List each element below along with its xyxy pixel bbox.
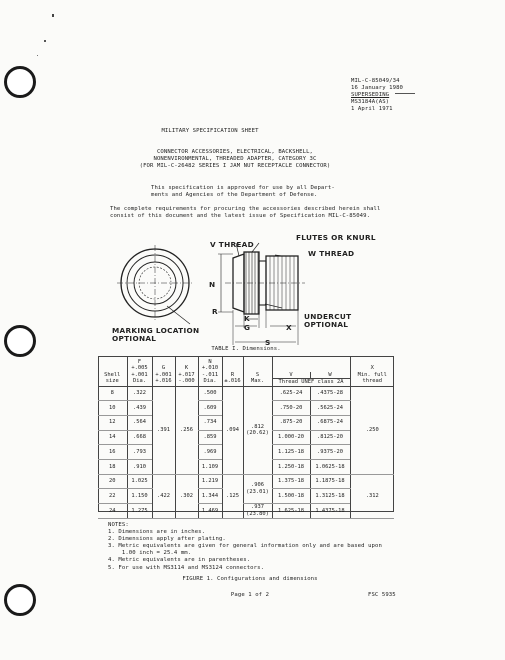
header-g: G +.001 +.016 — [152, 356, 175, 386]
title-line-2: NONENVIRONMENTAL, THREADED ADAPTER, CATEGORY 3C — [153, 156, 317, 162]
cell-n: .500 — [198, 386, 222, 401]
header-r: R ±.016 — [222, 356, 243, 386]
cell-v: 1.500-18 — [272, 489, 310, 504]
notes-block — [108, 522, 382, 572]
k-dim-label: K — [244, 314, 250, 323]
table-caption: TABLE I. Dimensions. — [211, 346, 281, 352]
cell-n: .734 — [198, 415, 222, 430]
cell-f: 1.025 — [127, 474, 152, 489]
title-line-1: CONNECTOR ACCESSORIES, ELECTRICAL, BACKSHELL, — [156, 149, 314, 155]
doc-number: MIL-C-85049/34 — [351, 78, 400, 84]
header-vw-sub: Thread UNEF class 2A — [278, 379, 344, 385]
cell-shell: 14 — [98, 430, 127, 445]
marking-optional-label: OPTIONAL — [112, 334, 157, 343]
cell-k-group-b: .302 — [175, 474, 198, 518]
cell-shell: 12 — [98, 415, 127, 430]
cell-n: 1.469 — [198, 504, 222, 519]
cell-g-group-b: .422 — [152, 474, 175, 518]
approval-line-1: This specification is approved for use by all Depart- — [151, 185, 335, 191]
table-row — [98, 474, 394, 489]
header-w: W — [328, 371, 332, 378]
x-dim-label: X — [286, 323, 292, 332]
cell-shell: 8 — [98, 386, 127, 401]
approval-line-2: ments and Agencies of the Department of Defense. — [151, 192, 318, 198]
header-s: S Max. — [243, 356, 272, 386]
cell-v: 1.375-18 — [272, 474, 310, 489]
cell-w: .4375-28 — [310, 386, 350, 401]
n-dim-label: N — [209, 280, 216, 289]
cell-n: .859 — [198, 430, 222, 445]
cell-s-group-c: .937 (23.80) — [243, 504, 272, 519]
binder-hole-middle — [4, 325, 36, 357]
g-dim-label: G — [244, 323, 251, 332]
requirements-line-1: The complete requirements for procuring the accessories described herein shall — [110, 206, 381, 212]
cell-v: .875-20 — [272, 415, 310, 430]
v-thread-label: V THREAD — [210, 240, 254, 249]
header-shell: Shell size — [98, 356, 127, 386]
cell-v: 1.125-18 — [272, 445, 310, 460]
header-vw — [272, 356, 350, 386]
binder-hole-top — [4, 66, 36, 98]
binder-hole-bottom — [4, 584, 36, 616]
cell-f: 1.275 — [127, 504, 152, 519]
table-row — [98, 504, 394, 519]
cell-r-group-b: .125 — [222, 474, 243, 518]
cell-n: 1.219 — [198, 474, 222, 489]
fsc-code: FSC 5935 — [368, 592, 396, 598]
cell-n: 1.344 — [198, 489, 222, 504]
flutes-label: FLUTES OR KNURL — [296, 233, 376, 242]
marking-location-label: MARKING LOCATION — [112, 326, 200, 335]
cell-v: 1.625-18 — [272, 504, 310, 519]
cell-f: 1.150 — [127, 489, 152, 504]
header-k: K +.017 -.000 — [175, 356, 198, 386]
note-item: 5. For use with MS3114 and MS3124 connectors. — [108, 564, 265, 571]
cell-s-group-a: .812 (20.62) — [243, 386, 272, 474]
header-v: V — [273, 372, 311, 379]
note-item: 1. Dimensions are in inches. — [108, 529, 206, 536]
header-rule — [395, 93, 415, 94]
cell-f: .439 — [127, 401, 152, 416]
cell-s-group-b: .906 (23.01) — [243, 474, 272, 503]
title-line-3: (FOR MIL-C-26482 SERIES I JAM NUT RECEPTACLE CONNECTOR) — [139, 163, 331, 169]
header-n: N +.010 -.011 Dia. — [198, 356, 222, 386]
cell-shell: 18 — [98, 459, 127, 474]
cell-f: .564 — [127, 415, 152, 430]
cell-r-group-a: .094 — [222, 386, 243, 474]
scan-speck — [52, 14, 54, 17]
scan-speck — [44, 40, 46, 42]
cell-shell: 22 — [98, 489, 127, 504]
cell-g-group-a: .391 — [152, 386, 175, 474]
cell-w: 1.4375-18 — [310, 504, 350, 519]
cell-n: 1.109 — [198, 459, 222, 474]
cell-v: .625-24 — [272, 386, 310, 401]
scan-speck — [37, 55, 38, 56]
superseded-date: 1 April 1971 — [351, 106, 393, 112]
note-item: 4. Metric equivalents are in parentheses. — [108, 557, 251, 564]
cell-v: .750-20 — [272, 401, 310, 416]
supersedes-label: SUPERSEDING — [351, 92, 390, 98]
cell-n: .969 — [198, 445, 222, 460]
dimensions-table — [98, 356, 394, 519]
undercut-optional-label: OPTIONAL — [304, 320, 349, 329]
cell-x-group-b: .312 — [350, 474, 394, 518]
w-thread-label: W THREAD — [308, 249, 355, 258]
cell-shell: 24 — [98, 504, 127, 519]
note-item: 1.00 inch = 25.4 mm. — [108, 550, 192, 557]
cell-w: .8125-20 — [310, 430, 350, 445]
cell-w: .9375-20 — [310, 445, 350, 460]
cell-w: .5625-24 — [310, 401, 350, 416]
cell-k-group-a: .256 — [175, 386, 198, 474]
cell-x-group-a: .250 — [350, 386, 394, 474]
doc-date: 16 January 1980 — [351, 85, 404, 91]
cell-n: .609 — [198, 401, 222, 416]
undercut-label: UNDERCUT — [304, 312, 352, 321]
cell-f: .668 — [127, 430, 152, 445]
header-f: F +.005 +.001 Dia. — [127, 356, 152, 386]
page-number: Page 1 of 2 — [230, 592, 270, 598]
r-dim-label: R — [212, 307, 218, 316]
cell-v: 1.000-20 — [272, 430, 310, 445]
superseded-doc: MS3184A(AS) — [351, 99, 390, 105]
note-item: 3. Metric equivalents are given for general information only and are based upon — [108, 543, 382, 550]
cell-f: .793 — [127, 445, 152, 460]
figure-caption: FIGURE 1. Configurations and dimensions — [182, 576, 318, 582]
s-dim-label: S — [265, 338, 271, 347]
cell-f: .910 — [127, 459, 152, 474]
cell-shell: 10 — [98, 401, 127, 416]
sheet-title: MILITARY SPECIFICATION SHEET — [161, 128, 259, 134]
cell-v: 1.250-18 — [272, 459, 310, 474]
cell-shell: 16 — [98, 445, 127, 460]
notes-heading: NOTES: — [108, 522, 129, 528]
cell-w: 1.1875-18 — [310, 474, 350, 489]
note-item: 2. Dimensions apply after plating. — [108, 536, 226, 543]
cell-f: .322 — [127, 386, 152, 401]
requirements-line-2: consist of this document and the latest issue of Specification MIL-C-85049. — [110, 213, 371, 219]
table-row — [98, 386, 394, 401]
cell-w: 1.3125-18 — [310, 489, 350, 504]
cell-shell: 20 — [98, 474, 127, 489]
header-x: X Min. full thread — [350, 356, 394, 386]
cell-w: 1.0625-18 — [310, 459, 350, 474]
table-header-row — [98, 356, 394, 386]
cell-w: .6875-24 — [310, 415, 350, 430]
